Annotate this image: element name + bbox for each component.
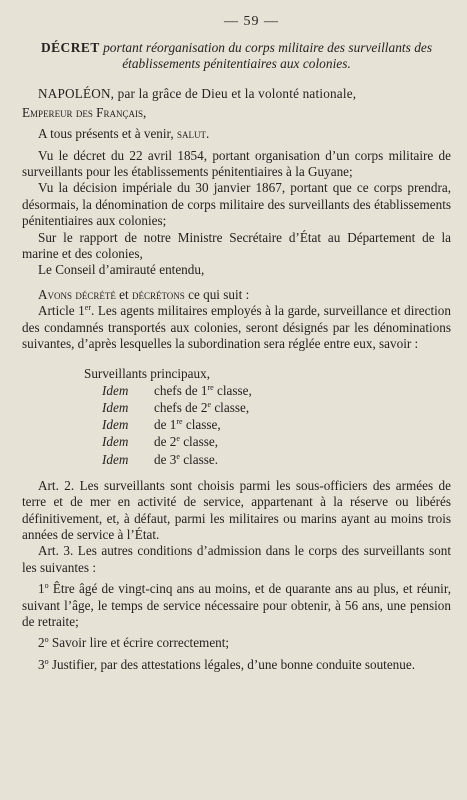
rank-class-post: classe. — [179, 451, 218, 467]
page-number: — 59 — — [224, 14, 279, 29]
consideration-3: Sur le rapport de notre Ministre Secrétaire d’État au Département de la marine et des colonies, — [22, 229, 451, 262]
napoleon-name: NAPOLÉON, — [38, 86, 115, 102]
condition-number: 1 — [38, 581, 45, 597]
preamble-greeting — [22, 126, 451, 142]
rank-idem: Idem — [102, 451, 129, 467]
rank-class — [154, 433, 451, 450]
formula-avons: Avons décrété — [38, 286, 116, 302]
rank-class-post: classe, — [179, 434, 218, 450]
rank-class-sup: e — [207, 399, 212, 409]
decree-title-lead: DÉCRET — [40, 40, 100, 56]
article-3-condition-1 — [22, 581, 451, 630]
article-1-label-sup: er — [84, 303, 91, 313]
decree-title — [22, 40, 451, 72]
rank-class-pre: de 2 — [154, 434, 177, 450]
rank-class-pre: chefs de 2 — [154, 399, 208, 415]
greeting-lead: A tous présents et à venir, — [38, 126, 178, 142]
rank-class-sup: e — [176, 434, 180, 444]
consideration-4: Le Conseil d’amirauté entendu, — [38, 262, 205, 278]
decree-title-rest: portant réorganisation du corps militaire des surveillants des établissements pénitentiaires aux colonies. — [99, 40, 433, 72]
preamble-napoleon — [22, 86, 451, 102]
article-3-intro: Art. 3. Les autres conditions d’admission dans le corps des surveillants sont les suivantes : — [22, 543, 451, 575]
rank-idem: Idem — [102, 434, 129, 450]
rank-class-post: classe, — [213, 382, 252, 398]
rank-class-pre: de 3 — [154, 451, 177, 467]
rank-class-pre: de 1 — [154, 417, 177, 433]
rank-class-sup: re — [176, 417, 183, 427]
condition-number-sup: o — [44, 656, 49, 666]
rank-class-post: classe, — [211, 399, 250, 415]
ranks-head: Surveillants principaux, — [84, 365, 210, 381]
article-1-label: Article 1 — [38, 303, 85, 319]
preamble-emperor: Empereur des Français, — [22, 104, 147, 120]
formula-et: et — [115, 286, 132, 302]
condition-text: Être âgé de vingt-cinq ans au moins, et de quarante ans au plus, et réunir, suivant l’âge, le temps de service nécessaire pour obtenir, à 56 ans, une pension de retraite; — [22, 581, 451, 629]
rank-idem: Idem — [102, 382, 129, 398]
condition-number: 2 — [38, 635, 45, 651]
greeting-salut: salut. — [177, 126, 210, 142]
rank-idem: Idem — [102, 417, 129, 433]
article-1-text: . Les agents militaires employés à la garde, surveillance et direction des condamnés transportés aux colonies, seront désignés par les dénominations suivantes, d’après lesquelles la subordination sera réglée entre eux, savoir : — [22, 303, 451, 352]
rank-row — [84, 382, 451, 399]
condition-text: Savoir lire et écrire correctement; — [48, 635, 230, 651]
consideration-1: Vu le décret du 22 avril 1854, portant organisation d’un corps militaire de surveillants pour les établissements pénitentiaires à la Guyane; — [22, 147, 451, 180]
rank-class — [154, 451, 451, 468]
article-1 — [22, 303, 451, 352]
rank-class-post: classe, — [182, 417, 221, 433]
rank-class-sup: re — [207, 382, 214, 392]
formula-decretons: décrétons — [131, 286, 185, 302]
rank-class — [154, 399, 451, 416]
condition-number-sup: o — [44, 581, 49, 591]
rank-class — [154, 382, 451, 399]
article-3-condition-3 — [22, 657, 451, 673]
condition-number-sup: o — [44, 635, 49, 645]
napoleon-rest: par la grâce de Dieu et la volonté nationale, — [114, 86, 357, 102]
condition-number: 3 — [38, 656, 45, 672]
rank-row — [84, 433, 451, 450]
ranks-list — [84, 365, 451, 468]
formula-rest: ce qui suit : — [184, 286, 250, 302]
decree-formula — [22, 287, 451, 303]
article-2: Art. 2. Les surveillants sont choisis parmi les sous-officiers des armées de terre et de mer en activité de service, appartenant à la réserve ou libérés définitivement, et, à défaut, parmi les militaires ou marins ayant au moins trois années de service à l’État. — [22, 477, 451, 542]
rank-class-sup: e — [176, 451, 180, 461]
rank-row — [84, 451, 451, 468]
rank-row — [84, 416, 451, 433]
consideration-2: Vu la décision impériale du 30 janvier 1867, portant que ce corps prendra, désormais, la dénomination de corps militaire des surveillants des établissements pénitentiaires aux colonies; — [22, 180, 451, 229]
rank-idem: Idem — [102, 399, 129, 415]
rank-row — [84, 399, 451, 416]
rank-class-pre: chefs de 1 — [154, 382, 208, 398]
article-3-condition-2 — [22, 635, 451, 651]
rank-class — [154, 416, 451, 433]
condition-text: Justifier, par des attestations légales, d’une bonne conduite soutenue. — [48, 656, 416, 672]
